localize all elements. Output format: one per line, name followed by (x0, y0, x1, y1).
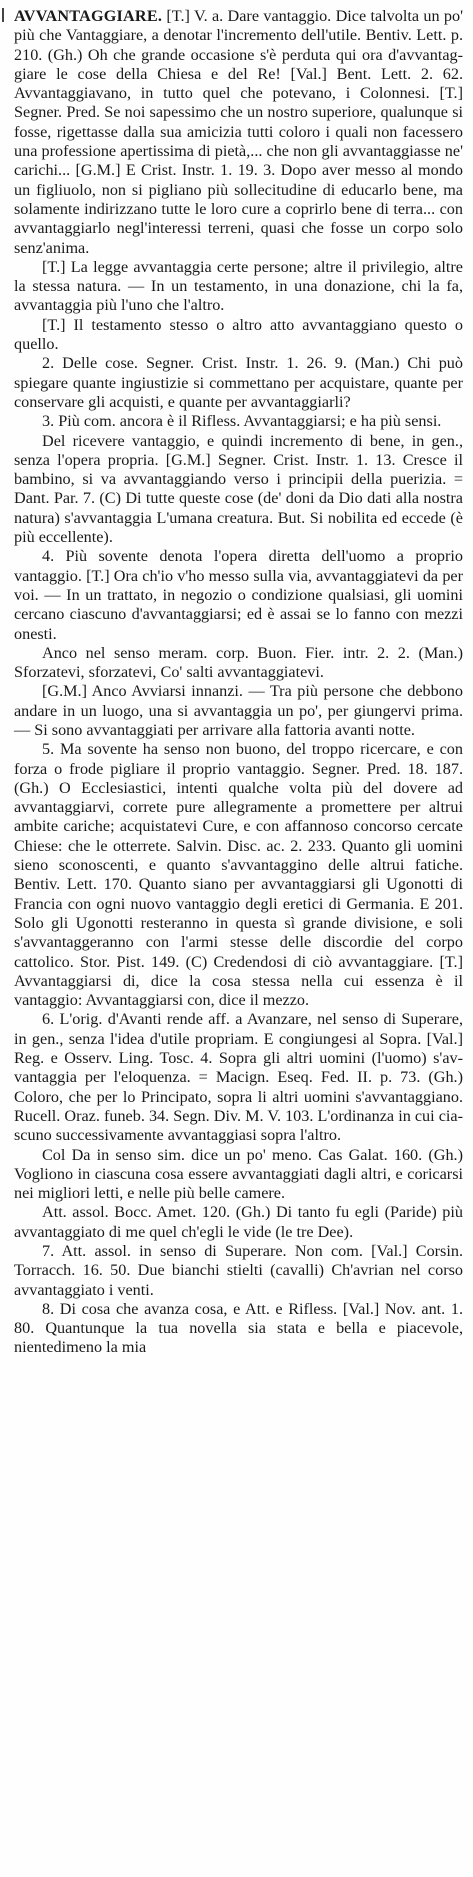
entry-headword: AVVANTAGGIARE. (14, 7, 163, 25)
entry-paragraph-3: [T.] Il testamento stesso o altro atto avvantaggiano questo o quello. (14, 315, 463, 354)
entry-paragraph-14: 7. Att. assol. in senso di Superare. Non com. [Val.] Corsin. Torracch. 16. 50. Due bianchi stielti (cavalli) Ch'avrian nel corso avvantaggiato i venti. (14, 1242, 463, 1299)
entry-paragraph-13: Att. assol. Bocc. Amet. 120. (Gh.) Di tanto fu egli (Paride) più avvantaggiato di me quel ch'egli le vide (le tre Dee). (14, 1203, 463, 1241)
entry-paragraph-6: Del ricevere vantaggio, e quindi incremento di bene, in gen., senza l'opera propria. [G.M.] Segner. Crist. Instr. 1. 13. Cresce il bambino, si va avvantaggiando verso i principii della puerizia. = Dant. Par. 7. (C) Di tutte queste cose (de' doni da Dio dati alla nostra natura) s'avvantaggia L'umana creatura. But. Si nobilita ed eccede (è più eccellente). (14, 431, 463, 547)
entry-paragraph-5: 3. Più com. ancora è il Rifless. Avvantaggiarsi; e ha più sensi. (42, 412, 442, 431)
entry-paragraph-1 (14, 7, 463, 258)
entry-paragraph-2: [T.] La legge avvantaggia certe persone; altre il privilegio, altre la stessa natura. — In un testamento, in una donazione, chi la fa, avvantaggia più l'uno che l'altro. (14, 257, 463, 315)
entry-paragraph-10: 5. Ma sovente ha senso non buono, del troppo ricercare, e con forza o frode pigliare il proprio vantaggio. Segner. Pred. 18. 187. (Gh.) O Ecclesiastici, intenti qualche volta più del dovere ad avvantaggiarvi, correte pure allegramente a promettere per altrui ambite cariche; acquistatevi Cure, e con affannoso concorso cercate Chiese: che le otterrete. Salvin. Disc. ac. 2. 233. Quanto gli uomini sieno sconoscenti, e quanto s'avvantaggino delle altrui fatiche. Bentiv. Lett. 170. Quanto siano per avvantaggiarsi gli Ugonotti di Francia con ogni nuovo vantaggio degli eretici di Germania. E 201. Solo gli Ugonotti resteranno in questa sì grande divisione, e soli s'avvantaggeranno con l'armi stesse delle discordie del corpo cattolico. Stor. Pist. 149. (C) Credendosi di ciò avvantaggiare. [T.] Avvantaggiarsi di, dice la cosa stessa nella cui essenza è il vantaggio: Avvantaggiarsi con, dice il mezzo. (14, 740, 463, 1010)
entry-paragraph-1-text: [T.] V. a. Dare vantaggio. Dice talvolta un po' più che Vantaggiare, a denotar l'incremento dell'utile. Bentiv. Lett. p. 210. (Gh.) Oh che grande occasione s'è perduta qui ora d'avvantaggiare le cose della Chiesa e del Re! [Val.] Bent. Lett. 2. 62. Avvantaggiavano, in tutto quel che potevano, i Colonnesi. [T.] Segner. Pred. Se noi sapessimo che un nostro superiore, qualunque si fosse, rigettasse dalla sua amicizia tutti coloro i quali non facessero una professione apertissima di pietà,... che non gli avvantaggiasse ne' carichi... [G.M.] E Crist. Instr. 1. 19. 3. Dopo aver messo al mondo un figliuolo, non si pigliano più sollecitudine di educarlo bene, ma solamente indirizzano tutte le loro cure a coprirlo bene di terra... con avvantaggiarlo negl'interessi terreni, quasi che fosse un corpo solo senz'anima. (14, 7, 463, 257)
entry-paragraph-15: 8. Di cosa che avanza cosa, e Att. e Rifless. [Val.] Nov. ant. 1. 80. Quantunque la tua novella sia stata e bella e piacevole, nientedimeno la mia (14, 1299, 463, 1357)
entry-paragraph-9: [G.M.] Anco Avviarsi innanzi. — Tra più persone che debbono andare in un luogo, una si avvantaggia un po', per giungervi prima. — Si sono avvantaggiati per arrivare alla fattoria avanti notte. (14, 682, 463, 739)
entry-paragraph-7: 4. Più sovente denota l'opera diretta dell'uomo a proprio vantaggio. [T.] Ora ch'io v'ho messo sulla via, avvantaggiatevi da per voi. — In un trattato, in negozio o condizione qualsiasi, gli uomini cercano ciascuno d'avvantaggiarsi; ed è assai se lo fanno con mezzi onesti. (14, 547, 463, 643)
entry-paragraph-8: Anco nel senso meram. corp. Buon. Fier. intr. 2. 2. (Man.) Sforzatevi, sforzatevi, Co' salti avvantaggiatevi. (14, 643, 463, 682)
page-edge-mark (2, 8, 4, 22)
entry-paragraph-11: 6. L'orig. d'Avanti rende aff. a Avanzare, nel senso di Superare, in gen., senza l'idea d'utile propriam. E congiungesi al Sopra. [Val.] Reg. e Osserv. Ling. Tosc. 4. Sopra gli altri uomini (l'uomo) s'avvantaggia per l'eloquenza. = Macign. Eseq. Fed. II. p. 73. (Gh.) Coloro, che per lo Principato, sopra li altri uomini s'avvantaggiano. Rucell. Oraz. funeb. 34. Segn. Div. M. V. 103. L'ordinanza in cui ciascuno successivamente avvantaggiasi sopra l'altro. (14, 1010, 463, 1145)
dictionary-entry (14, 7, 463, 1358)
entry-paragraph-4: 2. Delle cose. Segner. Crist. Instr. 1. 26. 9. (Man.) Chi può spiegare quante ingiustizie si commettano per acquistare, quante per conservare gli acquisti, e quante per avvantaggiarli? (14, 354, 463, 411)
entry-paragraph-12: Col Da in senso sim. dice un po' meno. Cas Galat. 160. (Gh.) Vogliono in ciascuna cosa essere avvantaggiati dagli altri, e coricarsi nei migliori letti, e nelle più belle camere. (14, 1145, 463, 1203)
